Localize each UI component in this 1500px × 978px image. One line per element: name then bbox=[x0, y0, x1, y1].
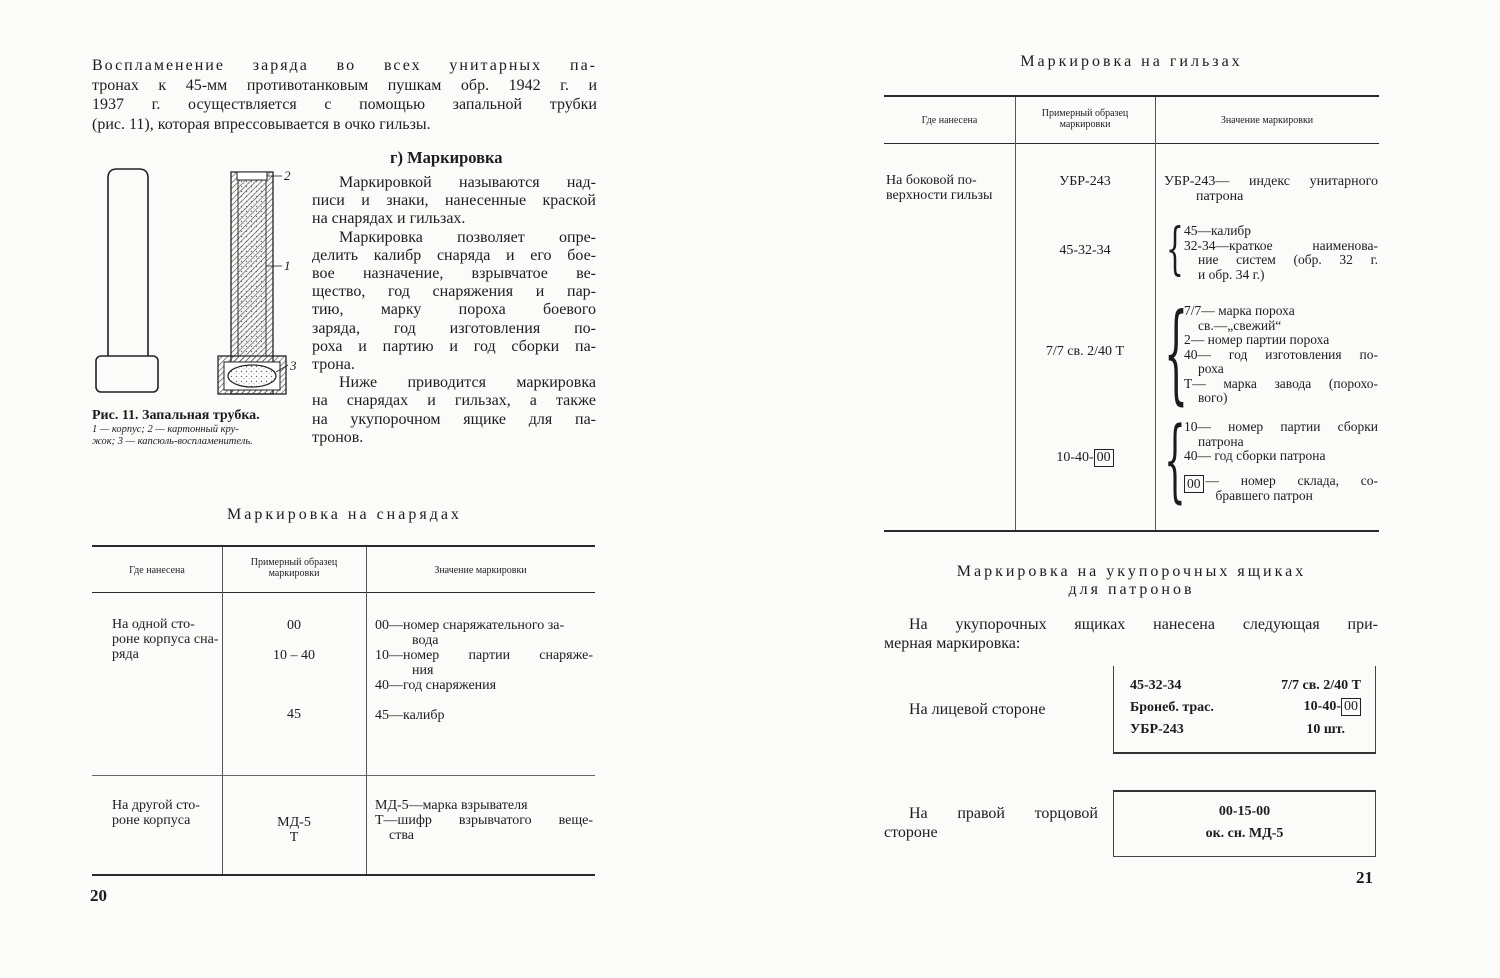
figure-caption bbox=[92, 408, 297, 448]
where-line: ряда bbox=[112, 647, 139, 662]
meaning-line: св.—„свежий“ bbox=[1198, 317, 1282, 333]
casing-table-title: Маркировка на гильзах bbox=[1020, 53, 1243, 70]
brace-icon: { bbox=[1166, 217, 1184, 282]
where-line: роне корпуса сна- bbox=[112, 632, 219, 647]
meaning-line: патрона bbox=[1196, 189, 1244, 204]
side-box-line: 00-15-00 bbox=[1218, 804, 1271, 819]
meaning-line: и обр. 34 г.) bbox=[1198, 266, 1265, 282]
figure-label-2: 2 bbox=[284, 168, 291, 183]
body-line: Маркировка позволяет опре- bbox=[339, 228, 596, 246]
sample-line: Т bbox=[289, 830, 299, 845]
meaning-line: 40— год изготовления по- bbox=[1184, 346, 1378, 362]
intro-line: 1937 г. осуществляется с помощью запальной трубки bbox=[92, 96, 597, 113]
meaning-line: 10—номер партии снаряже- bbox=[375, 648, 593, 663]
meaning-line: — номер склада, со- bbox=[1205, 473, 1378, 488]
row2-where bbox=[112, 798, 217, 828]
page-number-right: 21 bbox=[1356, 868, 1373, 887]
body-line: тронов. bbox=[312, 428, 364, 446]
meaning-line: 45—калибр bbox=[1184, 223, 1252, 238]
intro-line: Воспламенение заряда во всех унитарных па- bbox=[92, 57, 597, 74]
box-intro-paragraph bbox=[884, 615, 1378, 653]
table-column-divider bbox=[1155, 97, 1156, 530]
meaning-line: 2— номер партии пороха bbox=[1184, 332, 1330, 347]
where-line: На боковой по- bbox=[886, 173, 977, 188]
meaning-line: 40—год снаряжения bbox=[375, 678, 497, 693]
casing-sample: УБР-243 bbox=[1059, 174, 1111, 189]
meaning-line: 45—калибр bbox=[375, 708, 445, 723]
meaning-line: 10— номер партии сборки bbox=[1184, 419, 1378, 434]
casing-where bbox=[886, 173, 1014, 203]
body-line: на укупорочном ящике для па- bbox=[312, 410, 596, 428]
table-rule bbox=[92, 545, 595, 547]
body-line: делить калибр снаряда и его бое- bbox=[312, 246, 596, 264]
where-line: верхности гильзы bbox=[886, 188, 993, 203]
row2-sample bbox=[222, 815, 366, 845]
intro-paragraph bbox=[92, 56, 597, 134]
row1-sample: 45 bbox=[287, 707, 301, 722]
page-number-left: 20 bbox=[90, 886, 107, 905]
sample-line: МД-5 bbox=[277, 815, 311, 830]
casing-meaning-group bbox=[1184, 304, 1378, 406]
casing-meaning-group bbox=[1184, 420, 1378, 464]
body-line: Ниже приводится маркировка bbox=[339, 374, 596, 392]
table-rule bbox=[884, 143, 1379, 144]
box-title-line: для патронов bbox=[1068, 581, 1195, 598]
front-box-field: Бронеб. трас. bbox=[1130, 700, 1214, 715]
row1-sample: 10 – 40 bbox=[273, 648, 315, 663]
side-label-line: На правой торцовой bbox=[909, 805, 1098, 822]
brace-icon: { bbox=[1164, 408, 1186, 513]
box-title-line: Маркировка на укупорочных ящиках bbox=[956, 563, 1307, 580]
side-marking-box bbox=[1113, 790, 1376, 857]
meaning-line: вода bbox=[412, 633, 439, 648]
body-line: тию, марку пороха боевого bbox=[312, 301, 596, 319]
casing-sample bbox=[1015, 449, 1155, 467]
body-paragraph bbox=[312, 174, 596, 447]
body-line: на снарядах и гильзах, а также bbox=[312, 392, 596, 410]
table-rule bbox=[884, 95, 1379, 97]
casing-meaning-group bbox=[1164, 174, 1378, 204]
meaning-line: ния bbox=[412, 663, 434, 678]
side-box-line: ок. сн. МД-5 bbox=[1205, 826, 1284, 841]
casing-meaning-group bbox=[1184, 224, 1378, 282]
front-box-field: УБР-243 bbox=[1130, 722, 1184, 737]
caption-line: жок; 3 — капсюль-воспламенитель. bbox=[92, 436, 253, 447]
row1-where bbox=[112, 617, 217, 662]
intro-line: На укупорочных ящиках нанесена следующая при- bbox=[909, 616, 1378, 633]
intro-line: мерная маркировка: bbox=[884, 635, 1021, 652]
where-line: роне корпуса bbox=[112, 813, 191, 828]
fuse-tube-exterior bbox=[96, 169, 158, 392]
table-rule bbox=[884, 530, 1379, 532]
meaning-line: 7/7— марка пороха bbox=[1184, 303, 1295, 318]
brace-icon: { bbox=[1164, 291, 1189, 416]
fuse-tube-section bbox=[218, 172, 288, 394]
body-line: писи и знаки, нанесенные краской bbox=[312, 192, 596, 210]
body-line: на снарядах и гильзах. bbox=[312, 210, 466, 228]
meaning-line: Т— марка завода (порохо- bbox=[1184, 375, 1378, 391]
table-header: Где нанесена bbox=[129, 565, 185, 576]
where-line: На другой сто- bbox=[112, 798, 200, 813]
intro-line: (рис. 11), которая впрессовывается в очко гильзы. bbox=[92, 115, 431, 133]
body-line: заряда, год изготовления по- bbox=[312, 319, 596, 337]
sample-prefix: 10-40- bbox=[1056, 450, 1094, 465]
meaning-line: УБР-243— индекс унитарного bbox=[1164, 174, 1378, 189]
body-line: роха и партию и год сборки па- bbox=[312, 337, 596, 355]
table-rule bbox=[92, 874, 595, 876]
row1-sample: 00 bbox=[287, 618, 301, 633]
casing-sample: 7/7 св. 2/40 Т bbox=[1045, 344, 1125, 359]
boxed-number: 00 bbox=[1341, 698, 1361, 716]
front-box-field bbox=[1304, 698, 1361, 716]
table-rule bbox=[92, 775, 595, 776]
intro-line: тронах к 45-мм противотанковым пушкам обр. 1942 г. и bbox=[92, 76, 597, 94]
fuse-tube-figure bbox=[90, 160, 305, 400]
table-column-divider bbox=[366, 547, 367, 874]
boxed-number: 00 bbox=[1094, 449, 1114, 467]
table-header: Примерный образец маркировки bbox=[1041, 108, 1129, 130]
meaning-line: МД-5—марка взрывателя bbox=[375, 798, 528, 813]
sample-prefix: 10-40- bbox=[1303, 699, 1341, 714]
meaning-line: бравшего патрон bbox=[1215, 487, 1313, 503]
casing-sample: 45-32-34 bbox=[1059, 243, 1111, 258]
casing-meaning-group bbox=[1184, 474, 1378, 503]
shell-table-title: Маркировка на снарядах bbox=[227, 506, 462, 523]
front-box-field: 7/7 св. 2/40 Т bbox=[1281, 678, 1361, 693]
meaning-line: 32-34—краткое наименова- bbox=[1184, 237, 1378, 253]
caption-title: Рис. 11. Запальная трубка. bbox=[92, 408, 260, 423]
figure-label-3: 3 bbox=[290, 358, 297, 373]
front-box-field: 10 шт. bbox=[1306, 722, 1345, 737]
box-section-title bbox=[884, 563, 1379, 599]
body-line: Маркировкой называются над- bbox=[339, 174, 596, 191]
meaning-line: 00—номер снаряжательного за- bbox=[375, 618, 565, 633]
row1-meanings bbox=[375, 618, 593, 723]
table-header: Примерный образец маркировки bbox=[250, 557, 338, 579]
meaning-line: патрона bbox=[1198, 433, 1244, 449]
caption-line: 1 — корпус; 2 — картонный кру- bbox=[92, 424, 239, 435]
body-line: трона. bbox=[312, 356, 355, 374]
front-side-label: На лицевой стороне bbox=[909, 701, 1046, 718]
table-header: Значение маркировки bbox=[1220, 115, 1314, 126]
where-line: На одной сто- bbox=[112, 617, 195, 632]
meaning-line: ства bbox=[389, 828, 414, 843]
boxed-number: 00 bbox=[1184, 475, 1204, 493]
meaning-line: Т—шифр взрывчатого веще- bbox=[375, 813, 593, 828]
table-header: Значение маркировки bbox=[434, 565, 527, 576]
front-box-field: 45-32-34 bbox=[1130, 678, 1182, 693]
table-header: Где нанесена bbox=[921, 115, 978, 126]
body-line: вое назначение, взрывчатое ве- bbox=[312, 265, 596, 283]
meaning-line: роха bbox=[1198, 361, 1224, 376]
row2-meanings bbox=[375, 798, 593, 843]
front-marking-box bbox=[1113, 666, 1376, 754]
table-rule bbox=[92, 592, 595, 593]
body-line: щество, год снаряжения и пар- bbox=[312, 283, 596, 301]
meaning-line: ние систем (обр. 32 г. bbox=[1198, 252, 1378, 267]
figure-label-1: 1 bbox=[284, 258, 291, 273]
meaning-line: 40— год сборки патрона bbox=[1184, 448, 1326, 463]
section-title: г) Маркировка bbox=[390, 148, 503, 167]
meaning-line: вого) bbox=[1198, 390, 1228, 405]
side-label-line: стороне bbox=[884, 824, 938, 841]
side-label bbox=[884, 804, 1098, 842]
